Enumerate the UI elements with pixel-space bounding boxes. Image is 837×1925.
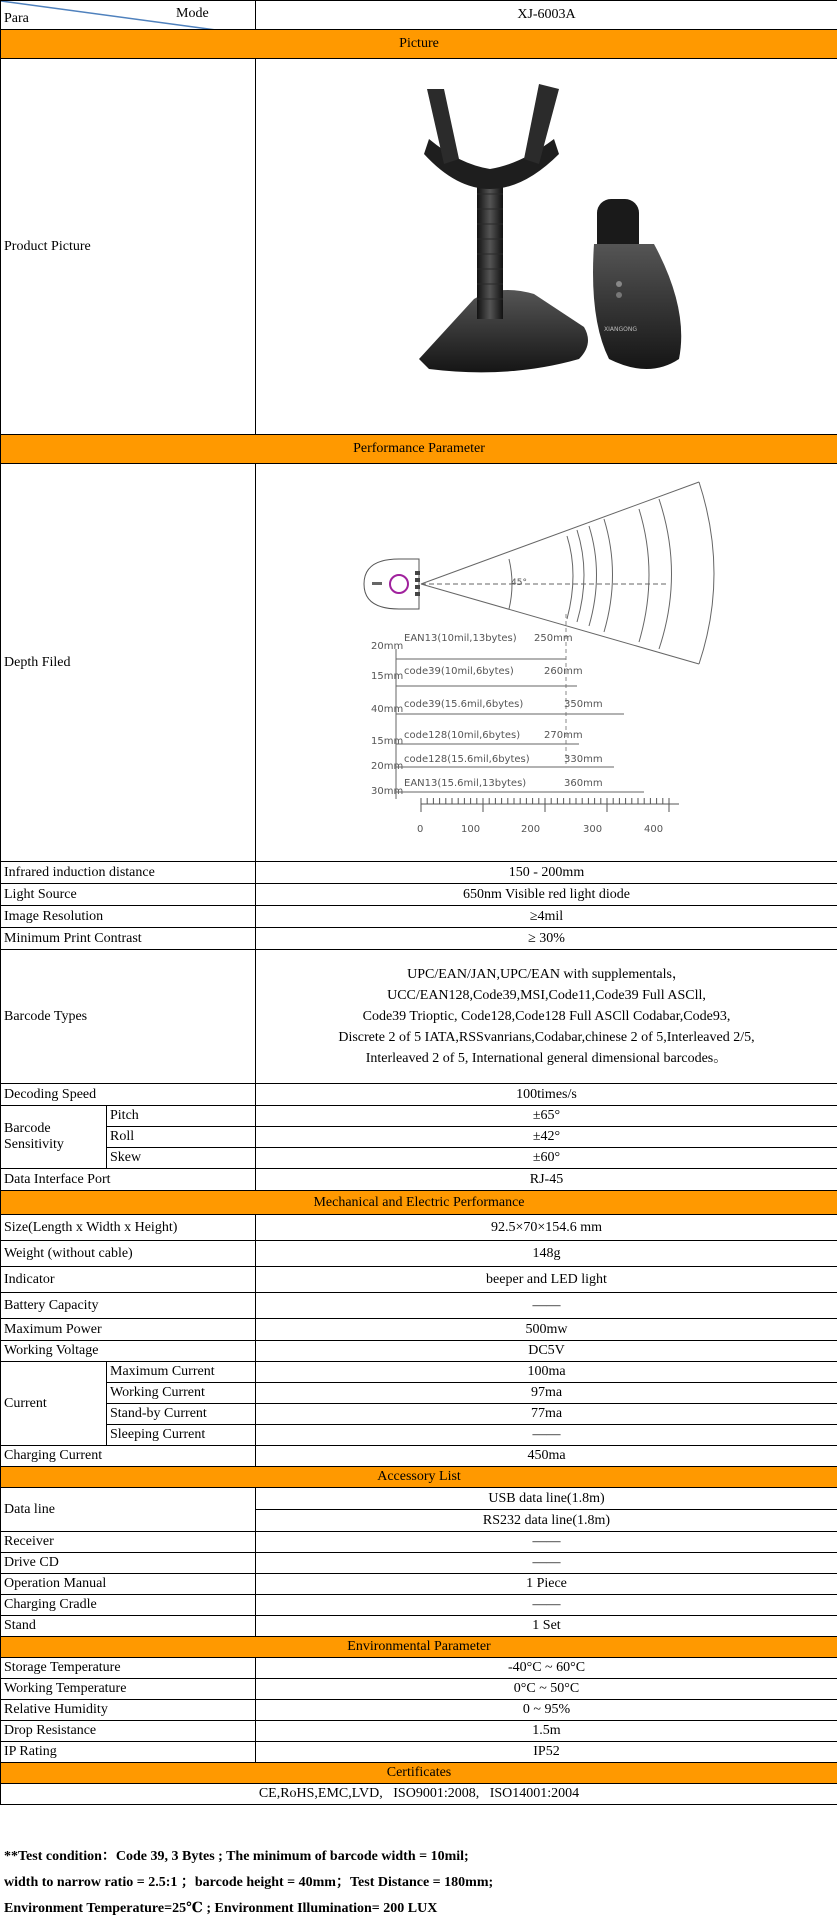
range-mil-1: 20mm [371,641,403,652]
depth-diagram-cell [256,464,837,862]
battery-label: Battery Capacity [1,1293,256,1319]
axis-tick-300: 300 [583,824,602,835]
model-name: XJ-6003A [256,1,837,30]
range-dist-1: 250mm [534,633,573,644]
interface-label: Data Interface Port [1,1169,256,1191]
storage-temp-label: Storage Temperature [1,1658,256,1679]
usb-line-value: USB data line(1.8m) [256,1488,837,1510]
note-line-2: width to narrow ratio = 2.5:1 ；barcode height = 40mm；Test Distance = 180mm; [4,1870,833,1896]
receiver-value: —— [256,1532,837,1553]
barcode-line: UPC/EAN/JAN,UPC/EAN with supplementals， [259,964,834,985]
drive-cd-label: Drive CD [1,1553,256,1574]
barcode-line: UCC/EAN128,Code39,MSI,Code11,Code39 Full ASCll, [259,985,834,1006]
axis-tick-400: 400 [644,824,663,835]
max-current-label: Maximum Current [107,1362,256,1383]
product-picture-label: Product Picture [1,59,256,435]
depth-filed-label: Depth Filed [1,464,256,862]
scanner-brand: XIANGONG [604,326,637,333]
working-temp-value: 0°C ~ 50°C [256,1679,837,1700]
weight-label: Weight (without cable) [1,1241,256,1267]
max-current-value: 100ma [256,1362,837,1383]
range-dist-3: 350mm [564,699,603,710]
manual-label: Operation Manual [1,1574,256,1595]
power-label: Maximum Power [1,1319,256,1341]
para-label: Para [4,11,29,27]
pitch-value: ±65° [256,1106,837,1127]
contrast-label: Minimum Print Contrast [1,928,256,950]
size-label: Size(Length x Width x Height) [1,1215,256,1241]
pitch-label: Pitch [107,1106,256,1127]
contrast-value: ≥ 30% [256,928,837,950]
stand-value: 1 Set [256,1616,837,1637]
para-mode-cell [1,1,256,30]
light-source-label: Light Source [1,884,256,906]
skew-value: ±60° [256,1148,837,1169]
cradle-label: Charging Cradle [1,1595,256,1616]
range-mil-4: 15mm [371,736,403,747]
infrared-label: Infrared induction distance [1,862,256,884]
drive-cd-value: —— [256,1553,837,1574]
charging-value: 450ma [256,1446,837,1467]
roll-value: ±42° [256,1127,837,1148]
range-label-5: code128(15.6mil,6bytes) [404,754,530,765]
interface-value: RJ-45 [256,1169,837,1191]
decoding-label: Decoding Speed [1,1084,256,1106]
humidity-value: 0 ~ 95% [256,1700,837,1721]
decoding-value: 100times/s [256,1084,837,1106]
standby-current-label: Stand-by Current [107,1404,256,1425]
resolution-value: ≥4mil [256,906,837,928]
working-current-value: 97ma [256,1383,837,1404]
note-line-3: Environment Temperature=25℃ ; Environment Illumination= 200 LUX [4,1896,833,1922]
product-picture-cell [256,59,837,435]
indicator-label: Indicator [1,1267,256,1293]
power-value: 500mw [256,1319,837,1341]
humidity-label: Relative Humidity [1,1700,256,1721]
range-dist-2: 260mm [544,666,583,677]
section-certificates: Certificates [1,1763,837,1784]
axis-tick-0: 0 [417,824,423,835]
current-label: Current [1,1362,107,1446]
axis-tick-100: 100 [461,824,480,835]
section-environmental: Environmental Parameter [1,1637,837,1658]
header-row [1,1,837,30]
cradle-value: —— [256,1595,837,1616]
scanner-illustration [259,59,834,429]
resolution-label: Image Resolution [1,906,256,928]
note-line-1: **Test condition：Code 39, 3 Bytes ; The minimum of barcode width = 10mil; [4,1844,833,1870]
ip-label: IP Rating [1,1742,256,1763]
manual-value: 1 Piece [256,1574,837,1595]
barcode-types-value [256,950,837,1084]
barcode-line: Interleaved 2 of 5, International general dimensional barcodes。 [259,1048,834,1069]
standby-current-value: 77ma [256,1404,837,1425]
fan-angle: 45° [511,578,527,588]
receiver-label: Receiver [1,1532,256,1553]
sleeping-current-label: Sleeping Current [107,1425,256,1446]
range-label-1: EAN13(10mil,13bytes) [404,633,517,644]
certificates-value: CE,RoHS,EMC,LVD, ISO9001:2008, ISO14001:2004 [1,1784,837,1805]
section-mechanical: Mechanical and Electric Performance [1,1191,837,1215]
range-mil-5: 20mm [371,761,403,772]
barcode-line: Code39 Trioptic, Code128,Code128 Full ASCll Codabar,Code93, [259,1006,834,1027]
rs232-line-value: RS232 data line(1.8m) [256,1510,837,1532]
stand-label: Stand [1,1616,256,1637]
skew-label: Skew [107,1148,256,1169]
diagonal-line [1,1,256,30]
section-accessory: Accessory List [1,1467,837,1488]
range-mil-3: 40mm [371,704,403,715]
range-label-4: code128(10mil,6bytes) [404,730,520,741]
section-performance: Performance Parameter [1,435,837,464]
size-value: 92.5×70×154.6 mm [256,1215,837,1241]
infrared-value: 150 - 200mm [256,862,837,884]
range-label-2: code39(10mil,6bytes) [404,666,514,677]
depth-field-diagram [259,464,834,856]
sensitivity-label: Barcode Sensitivity [1,1106,107,1169]
test-condition-note [0,1841,837,1925]
storage-temp-value: -40°C ~ 60°C [256,1658,837,1679]
range-mil-6: 30mm [371,786,403,797]
sleeping-current-value: —— [256,1425,837,1446]
range-dist-6: 360mm [564,778,603,789]
working-temp-label: Working Temperature [1,1679,256,1700]
barcode-types-label: Barcode Types [1,950,256,1084]
range-label-3: code39(15.6mil,6bytes) [404,699,523,710]
voltage-label: Working Voltage [1,1341,256,1362]
range-label-6: EAN13(15.6mil,13bytes) [404,778,526,789]
working-current-label: Working Current [107,1383,256,1404]
data-line-label: Data line [1,1488,256,1532]
battery-value: —— [256,1293,837,1319]
range-dist-5: 330mm [564,754,603,765]
charging-label: Charging Current [1,1446,256,1467]
range-mil-2: 15mm [371,671,403,682]
weight-value: 148g [256,1241,837,1267]
light-source-value: 650nm Visible red light diode [256,884,837,906]
section-picture: Picture [1,30,837,59]
range-dist-4: 270mm [544,730,583,741]
mode-label: Mode [176,6,209,22]
ip-value: IP52 [256,1742,837,1763]
barcode-line: Discrete 2 of 5 IATA,RSSvanrians,Codabar,chinese 2 of 5,Interleaved 2/5, [259,1027,834,1048]
axis-tick-200: 200 [521,824,540,835]
roll-label: Roll [107,1127,256,1148]
voltage-value: DC5V [256,1341,837,1362]
indicator-value: beeper and LED light [256,1267,837,1293]
drop-label: Drop Resistance [1,1721,256,1742]
drop-value: 1.5m [256,1721,837,1742]
